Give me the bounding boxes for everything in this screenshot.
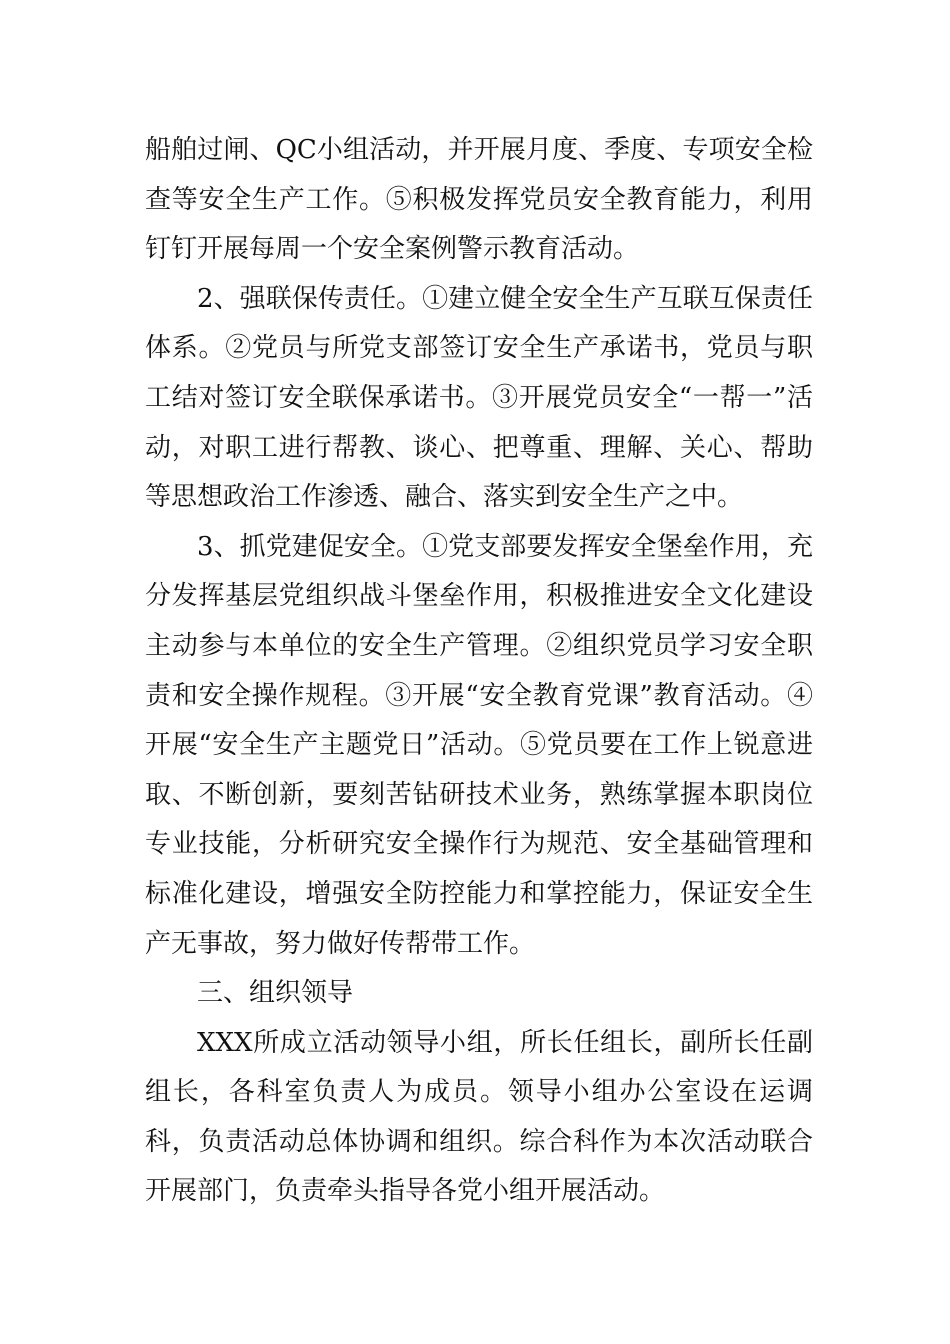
paragraph-organization: XXX所成立活动领导小组，所长任组长，副所长任副组长，各科室负责人为成员。领导小组办公室设在运调科，负责活动总体协调和组织。综合科作为本次活动联合开展部门，负责牵头指导各党小组开展活动。 [145, 1027, 813, 1207]
section-heading-organization: 三、组织领导 [197, 978, 354, 1009]
document-body [145, 126, 813, 1217]
paragraph-item-2: 2、强联保传责任。①建立健全安全生产互联互保责任体系。②党员与所党支部签订安全生产承诺书，党员与职工结对签订安全联保承诺书。③开展党员安全“一帮一”活动，对职工进行帮教、谈心、把尊重、理解、关心、帮助等思想政治工作渗透、融合、落实到安全生产之中。 [145, 283, 813, 513]
paragraph-item-3: 3、抓党建促安全。①党支部要发挥安全堡垒作用，充分发挥基层党组织战斗堡垒作用，积极推进安全文化建设主动参与本单位的安全生产管理。②组织党员学习安全职责和安全操作规程。③开展“安全教育党课”教育活动。④开展“安全生产主题党日”活动。⑤党员要在工作上锐意进取、不断创新，要刻苦钻研技术业务，熟练掌握本职岗位专业技能，分析研究安全操作行为规范、安全基础管理和标准化建设，增强安全防控能力和掌控能力，保证安全生产无事故，努力做好传帮带工作。 [145, 531, 813, 959]
paragraph-continuation: 船舶过闸、QC小组活动，并开展月度、季度、专项安全检查等安全生产工作。⑤积极发挥党员安全教育能力，利用钉钉开展每周一个安全案例警示教育活动。 [145, 135, 813, 265]
